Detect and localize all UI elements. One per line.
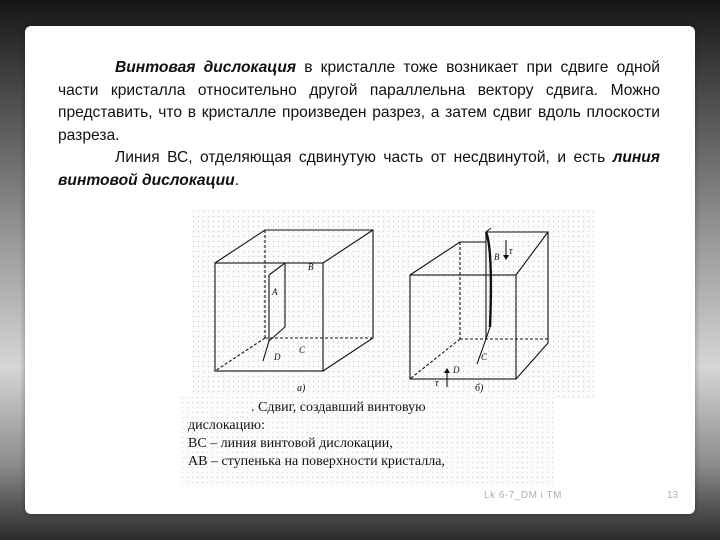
- paragraph-2-text: Линия ВС, отделяющая сдвинутую часть от несдвинутой, и есть: [115, 149, 613, 167]
- paragraph-1-text: в кристалле тоже возникает при сдвиге одной части кристалла относительно другой параллельна вектору сдвига. Можно представить, что в кристалле произведен разрез, а затем сдвиг вдоль плоскости разреза.: [58, 59, 661, 144]
- footer-label: Lk 6-7_DM i TM: [484, 490, 562, 501]
- label-c-b: C: [481, 352, 488, 362]
- label-b-b: B: [494, 252, 500, 262]
- panel-label-a: а): [297, 383, 306, 394]
- term-dislocation-line: линия винтовой дислокации: [58, 149, 660, 189]
- crystal-a-drawing: [215, 230, 373, 371]
- label-d-b: D: [453, 365, 460, 375]
- label-d-a: D: [274, 352, 281, 362]
- label-b-a: B: [308, 262, 314, 272]
- paragraph-1: [58, 57, 660, 147]
- figure-caption: [180, 395, 554, 487]
- crystal-b-drawing: [410, 228, 548, 387]
- slide: [25, 26, 695, 514]
- caption-line-1: . Сдвиг, создавший винтовую: [251, 400, 426, 415]
- dislocation-figure: [191, 209, 594, 399]
- label-c-a: C: [299, 345, 306, 355]
- page-number: 13: [667, 490, 679, 501]
- tau-label-top: τ: [509, 246, 513, 257]
- body-text: [58, 57, 660, 193]
- paragraph-2: [58, 147, 660, 192]
- label-a-a: A: [272, 287, 278, 297]
- caption-line-2: дислокацию:: [188, 418, 265, 433]
- tau-label-bottom: τ: [435, 378, 439, 389]
- panel-label-b: б): [475, 383, 484, 394]
- caption-line-3: ВС – линия винтовой дислокации,: [188, 436, 393, 451]
- shear-arrowheads: [444, 255, 509, 373]
- paragraph-2-end: .: [234, 171, 240, 189]
- figure-drawing: [191, 209, 594, 399]
- term-screw-dislocation: Винтовая дислокация: [115, 59, 297, 76]
- caption-line-4: АВ – ступенька на поверхности кристалла,: [188, 454, 445, 469]
